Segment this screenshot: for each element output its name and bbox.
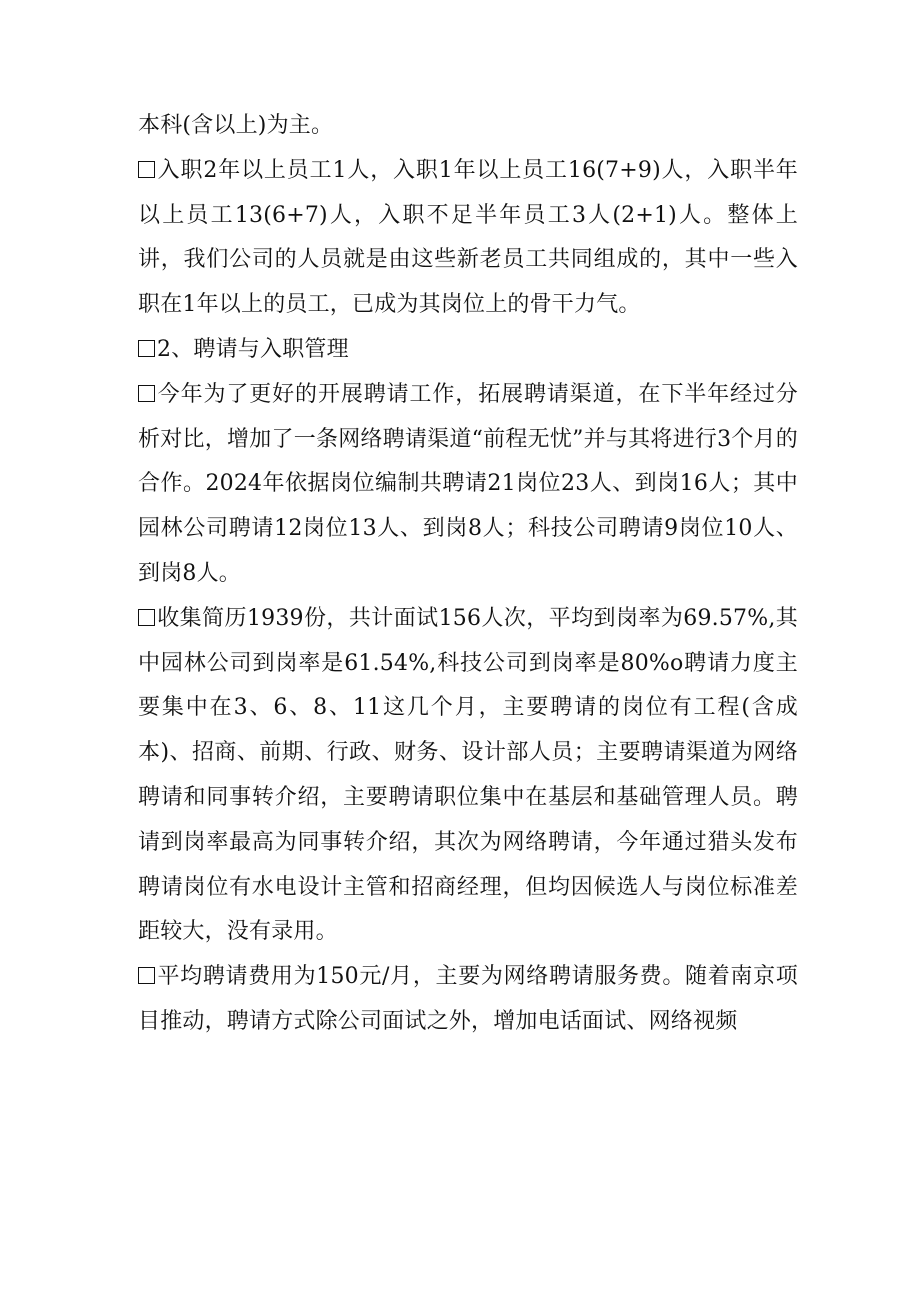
section-heading-recruitment xyxy=(138,328,798,373)
paragraph-recruitment-cost xyxy=(138,955,798,1045)
checkbox-glyph-icon xyxy=(138,609,155,626)
section-heading-text: 2、聘请与入职管理 xyxy=(157,336,349,362)
paragraph-staff-tenure xyxy=(138,149,798,328)
checkbox-glyph-icon xyxy=(138,161,155,178)
checkbox-glyph-icon xyxy=(138,967,155,984)
paragraph-text: 入职2年以上员工1人，入职1年以上员工16(7+9)人，入职半年以上员工13(6+7)人，入职不足半年员工3人(2+1)人。整体上讲，我们公司的人员就是由这些新老员工共同组成的，其中一些入职在1年以上的员工，已成为其岗位上的骨干力气。 xyxy=(138,157,798,318)
paragraph-recruitment-channels xyxy=(138,373,798,597)
paragraph-text: 今年为了更好的开展聘请工作，拓展聘请渠道，在下半年经过分析对比，增加了一条网络聘请渠道“前程无忧”并与其将进行3个月的合作。2024年依据岗位编制共聘请21岗位23人、到岗16人；其中园林公司聘请12岗位13人、到岗8人；科技公司聘请9岗位10人、到岗8人。 xyxy=(138,381,798,586)
paragraph-text: 收集简历1939份，共计面试156人次，平均到岗率为69.57%,其中园林公司到岗率是61.54%,科技公司到岗率是80%o聘请力度主要集中在3、6、8、11这几个月，主要聘请的岗位有工程(含成本)、招商、前期、行政、财务、设计部人员；主要聘请渠道为网络聘请和同事转介绍，主要聘请职位集中在基层和基础管理人员。聘请到岗率最高为同事转介绍，其次为网络聘请，今年通过猎头发布聘请岗位有水电设计主管和招商经理，但均因候选人与岗位标准差距较大，没有录用。 xyxy=(138,605,798,945)
paragraph-continuation xyxy=(138,104,798,149)
paragraph-resume-stats xyxy=(138,597,798,955)
checkbox-glyph-icon xyxy=(138,340,155,357)
document-body xyxy=(138,104,798,1045)
paragraph-text: 平均聘请费用为150元/月，主要为网络聘请服务费。随着南京项目推动，聘请方式除公司面试之外，增加电话面试、网络视频 xyxy=(138,964,798,1034)
paragraph-text: 本科(含以上)为主。 xyxy=(138,113,334,138)
checkbox-glyph-icon xyxy=(138,385,155,402)
